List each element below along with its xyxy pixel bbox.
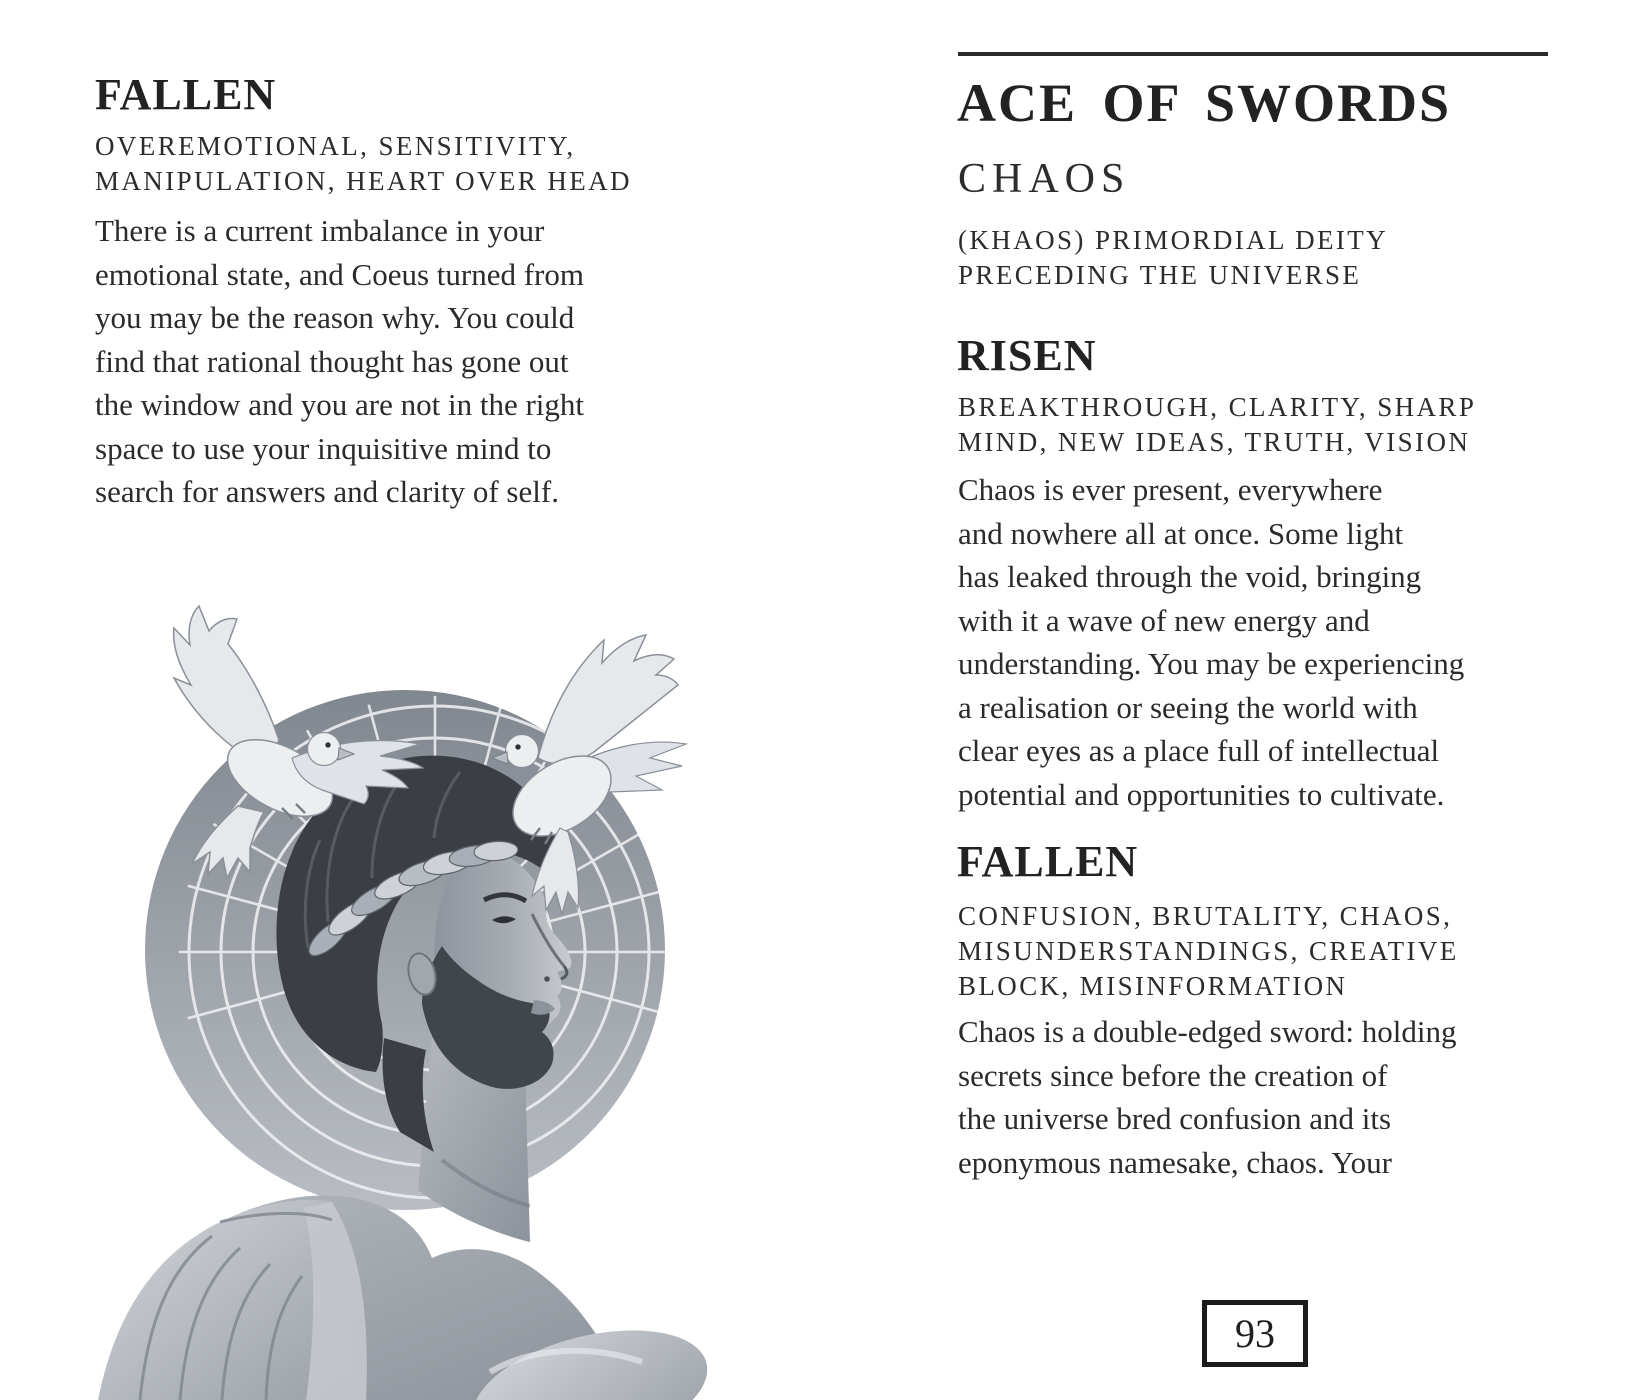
risen-heading: RISEN [957,331,1097,380]
fallen-heading: FALLEN [957,837,1139,886]
text-line: OVEREMOTIONAL, SENSITIVITY, [95,131,576,161]
fallen-keywords [958,899,1459,1004]
text-line: MISUNDERSTANDINGS, CREATIVE [958,936,1459,966]
text-line: CONFUSION, BRUTALITY, CHAOS, [958,901,1453,931]
fallen-body [958,1010,1457,1184]
text-line: Chaos is ever present, everywhere [958,472,1383,507]
left-fallen-heading: FALLEN [95,70,277,119]
text-line: find that rational thought has gone out [95,343,569,379]
deity-subtitle [958,223,1388,293]
text-line: eponymous namesake, chaos. Your [958,1144,1392,1180]
text-line: a realisation or seeing the world with [958,689,1418,725]
toga-drape [98,1200,367,1400]
chapter-rule [958,52,1548,56]
text-line: space to use your inquisitive mind to [95,430,552,466]
text-line: search for answers and clarity of self. [95,474,559,509]
deity-name: CHAOS [958,156,1131,202]
text-line: potential and opportunities to cultivate. [958,776,1445,812]
text-line: emotional state, and Coeus turned from [95,256,584,292]
text-line: and nowhere all at once. Some light [958,515,1404,551]
coeus-illustration [70,600,710,1400]
text-line: secrets since before the creation of [958,1057,1388,1093]
risen-keywords [958,390,1476,460]
left-fallen-body [95,209,584,514]
text-line: BREAKTHROUGH, CLARITY, SHARP [958,392,1477,422]
text-line: MIND, NEW IDEAS, TRUTH, VISION [958,427,1471,457]
text-line: has leaked through the void, bringing [958,559,1422,594]
text-line: the window and you are not in the right [95,387,585,422]
risen-body [958,468,1464,816]
text-line: the universe bred confusion and its [958,1101,1392,1136]
left-fallen-keywords [95,129,632,199]
text-line: Chaos is a double-edged sword: holding [958,1014,1457,1049]
text-line: with it a wave of new energy and [958,602,1370,638]
page-number-box [1202,1300,1308,1367]
text-line: (KHAOS) PRIMORDIAL DEITY [958,225,1389,255]
page-number: 93 [1235,1311,1275,1356]
text-line: you may be the reason why. You could [95,300,575,335]
text-line: PRECEDING THE UNIVERSE [958,260,1362,290]
card-title: ACE OF SWORDS [957,73,1452,133]
text-line: MANIPULATION, HEART OVER HEAD [95,166,632,196]
text-line: BLOCK, MISINFORMATION [958,971,1348,1001]
text-line: clear eyes as a place full of intellectual [958,733,1440,768]
text-line: There is a current imbalance in your [95,213,545,248]
text-line: understanding. You may be experiencing [958,646,1465,681]
